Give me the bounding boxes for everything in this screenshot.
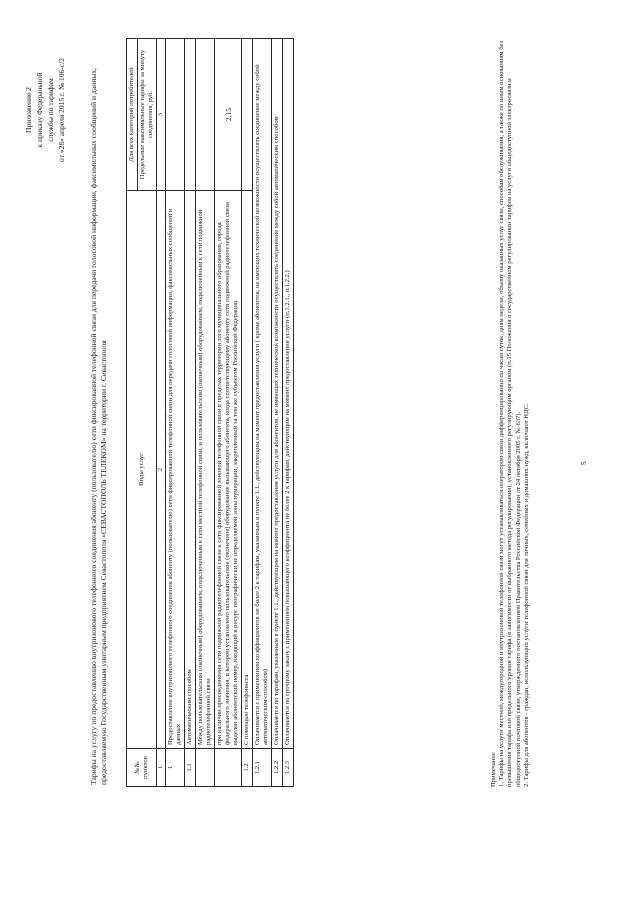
table-row [242, 39, 253, 787]
header-all-consumers: Для всех категорий потребителей [127, 39, 138, 191]
table-row [215, 39, 242, 787]
table-row [166, 39, 185, 787]
row-num: 1.2 [242, 749, 253, 787]
row-service: Оплачивается по срочному заказу с применением повышающего коэффициента не более 2 к тарифам, действующим на момент предоставления услуги (п.1.2.1., п.1.2.2.) [283, 39, 294, 749]
note-1: 1. Тарифы на услуги местной, междугородной и внутризоновой телефонной связи могут устанавливаться оператором связи дифференцированно по часам суток, дням недели, объему оказанных услуг связи, способам обслуживания, а также по иным основаниям без превышения тарифа или предельного уровня тарифа (в зависимости от выбранного метода регулирования), установленного регулирующим органом (п.15 Положения о государственном регулировании тарифов на услуги общедоступной электросвязи и общедоступной почтовой связи, утвержденного постановлением Правительства Российской Федерации от 24 октября 2005 г. № 637). [498, 40, 522, 787]
document-title: Тарифы на услугу по предоставлению внутризонового телефонного соединения абоненту (пользователю) сети фиксированной телефонной связи для передачи голосовой информации, факсимильных сообщений и данных, предоставляемую Государственным унитарным предприятием Севастополя «СЕВАСТОПОЛЬ ТЕЛЕКОМ» на территории г. Севастополя [89, 67, 108, 785]
row-num: 1.2.2 [272, 749, 283, 787]
appendix-block [24, 25, 68, 195]
table-header-row [127, 39, 138, 787]
notes-section [490, 37, 531, 787]
row-price-empty [166, 39, 185, 191]
row-price-empty [196, 39, 215, 191]
header-service: Виды услуг [127, 191, 157, 749]
appendix-line-4: от «28» апреля 2015 г. № 106-с/2 [56, 58, 66, 162]
table-row [196, 39, 215, 787]
table-row [272, 39, 283, 787]
row-price: 2,15 [215, 39, 242, 191]
row-num [215, 749, 242, 787]
table-row [283, 39, 294, 787]
row-price-empty [242, 39, 253, 191]
row-service: С помощью телефониста [242, 191, 253, 749]
row-num: 1.2.3 [283, 749, 294, 787]
row-num: 1 [166, 749, 185, 787]
column-index-2: 2 [157, 191, 166, 749]
appendix-line-3: службы по тарифам [45, 78, 55, 142]
tariff-table [126, 38, 294, 787]
column-index-3: 3 [157, 39, 166, 191]
page-number: 5 [580, 461, 588, 465]
row-num [196, 749, 215, 787]
row-service: при наличии присоединения сети подвижной радиотелефонной связи к сети фиксированной зоновой телефонной связи в пределах территории того муниципального образования, города федерального значения, в котором установлено пользовательское (оконечное) оборудование вызывающего абонента, когда соответствующему абоненту сети подвижной радиотелефонной связи выделен абонентский номер, входящий в ресурс географически не определяемой зоны нумерации, закрепленный за тем же субъектом Российской Федерации [215, 191, 242, 749]
table-row [253, 39, 272, 787]
row-service: Между пользовательским (оконечным) оборудованием, подключенным к сети местной телефонной связи, и пользовательским (оконечным) оборудованием, подключенным к сети подвижной радиотелефонной связи [196, 191, 215, 749]
header-max-tariff: Предельные максимальные тарифы за минуту соединения, руб. [138, 39, 157, 191]
row-service: Оплачивается по тарифам, указанным в пункте 1.1., действующим на момент предоставления услуги для абонентов, не имеющих технической возможности осуществлять соединение между собой автоматическим способом [272, 39, 283, 749]
row-num: 1.2.1 [253, 749, 272, 787]
notes-heading: Примечание [490, 752, 497, 787]
header-num: №№ пунктов [127, 749, 157, 787]
row-service: Предоставление внутризонового телефонного соединения абоненту (пользователю) сети фиксированной телефонной связи для передачи голосовой информации, факсимильных сообщений и данных [166, 191, 185, 749]
row-service: Оплачивается с применением коэффициентов не более 2 к тарифам, указанным в пункте 1.1., действующим на момент предоставления услуги ( кроме абонентов, не имеющих технической возможности осуществлять соединение между собой автоматическим способом) [253, 39, 272, 749]
appendix-line-2: к приказу Федеральной [34, 72, 44, 148]
table-row [185, 39, 196, 787]
note-2: 2. Тарифы для абонентов - граждан, использующих услуги телефонной связи для личных, семейных и домашних нужд, включают НДС. [522, 403, 530, 787]
appendix-line-1: Приложение 2 [24, 87, 33, 133]
row-price-empty [185, 39, 196, 191]
column-index-row [157, 39, 166, 787]
row-service: Автоматическим способом [185, 191, 196, 749]
column-index-1: 1 [157, 749, 166, 787]
row-num: 1.1 [185, 749, 196, 787]
